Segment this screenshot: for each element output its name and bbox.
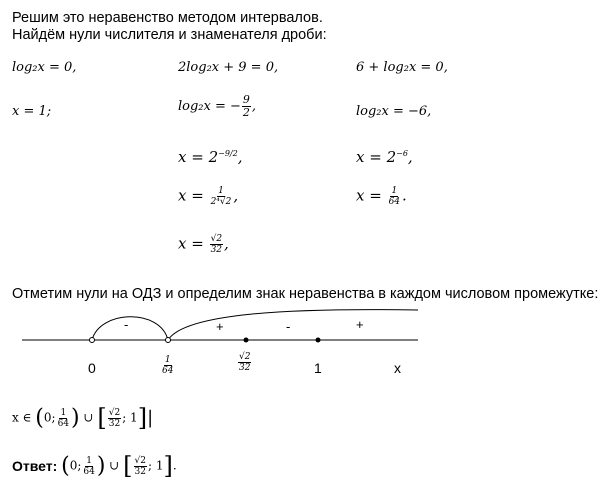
paren-close: ) — [71, 405, 80, 431]
fraction-1-over-2pow4sqrt2 — [210, 186, 233, 207]
x-equals-sqrt2-over-32 — [178, 234, 229, 255]
x-equals-2-pow-minus-9-2 — [178, 148, 242, 166]
equation-denominator-factor-2: 6 + log₂x = 0, — [356, 60, 448, 75]
fraction-9-over-2 — [242, 94, 251, 119]
intro-line-2: Найдём нули числителя и знаменателя дроби: — [12, 27, 327, 43]
fraction-denominator: 2⁴√2 — [210, 197, 232, 207]
fraction-numerator: 9 — [242, 93, 250, 106]
x-equals-2-text: x = 2 — [356, 148, 397, 166]
point-1-64-open — [166, 338, 171, 343]
paren-open: ( — [61, 453, 70, 479]
point-sqrt2-32-filled — [244, 338, 249, 343]
fraction-denominator: 64 — [57, 418, 70, 429]
label-1-over-64 — [160, 355, 175, 376]
solution-zero: 0; — [43, 410, 56, 425]
equation-log-numerator: log₂x = 0, — [12, 60, 77, 75]
fraction-sqrt2-over-32 — [108, 408, 121, 429]
point-zero-open — [90, 338, 95, 343]
bracket-open: [ — [97, 404, 107, 432]
fraction-denominator: 32 — [134, 466, 146, 477]
solution-x-equals-1: x = 1; — [12, 104, 52, 119]
label-x: x — [394, 360, 401, 376]
solution-log-minus-6: log₂x = −6, — [356, 104, 432, 119]
fraction-sqrt2-over-32 — [210, 234, 223, 255]
fraction-denominator: 32 — [210, 245, 223, 255]
exponent-minus-6: −6 — [396, 149, 408, 158]
comma: , — [224, 234, 229, 253]
fraction-1-over-64 — [161, 355, 174, 376]
fraction-numerator: √2 — [210, 234, 223, 244]
comma: , — [237, 148, 243, 166]
bracket-close: ] — [163, 452, 173, 480]
comma: , — [233, 186, 239, 205]
point-one-filled — [316, 338, 321, 343]
union-sign: ∪ — [109, 458, 120, 473]
sign-interval-4: + — [356, 317, 364, 332]
answer-label: Ответ: — [12, 458, 58, 474]
intro-line-1: Решим это неравенство методом интервалов. — [12, 10, 323, 26]
bracket-open: [ — [123, 452, 133, 480]
answer-zero: 0; — [69, 458, 82, 473]
odz-text: Отметим нули на ОДЗ и определим знак неравенства в каждом числовом промежутке: — [12, 286, 599, 302]
fraction-sqrt2-over-32 — [134, 456, 147, 477]
fraction-1-over-64 — [82, 456, 95, 477]
bracket-close: ] — [137, 404, 148, 432]
label-one: 1 — [314, 360, 322, 376]
sign-interval-1: - — [124, 317, 129, 332]
text-cursor: | — [147, 407, 154, 429]
fraction-denominator: 2 — [242, 106, 250, 119]
x-equals-text: x = — [356, 186, 382, 205]
x-equals-text: x = — [178, 234, 204, 253]
exponent-minus-9-2: −9/2 — [218, 149, 238, 158]
sign-interval-2: + — [216, 319, 224, 334]
log-minus-text: log₂x = − — [178, 99, 241, 114]
fraction-denominator: 64 — [162, 366, 174, 376]
fraction-numerator: 1 — [164, 355, 171, 365]
fraction-numerator: √2 — [108, 407, 121, 418]
answer-line — [12, 452, 177, 480]
fraction-numerator: √2 — [134, 455, 147, 466]
solution-prefix: x ∈ — [12, 410, 32, 425]
answer-tail: ; 1 — [148, 458, 164, 473]
x-equals-1-over-2pow4-sqrt2 — [178, 186, 238, 207]
paren-close: ) — [96, 453, 106, 479]
fraction-denominator: 32 — [108, 418, 121, 429]
fraction-denominator: 64 — [388, 197, 401, 207]
fraction-numerator: 1 — [60, 407, 67, 418]
sign-interval-3: - — [286, 319, 291, 334]
x-equals-2-text: x = 2 — [178, 148, 219, 166]
paren-open: ( — [35, 405, 44, 431]
arc-interval-1 — [92, 317, 168, 340]
solution-log-minus-9-2: log₂x = − $\frac{9}{2}$ , — [178, 93, 257, 119]
union-sign: ∪ — [83, 410, 94, 425]
fraction-sqrt2-over-32 — [238, 352, 251, 373]
x-equals-1-over-64 — [356, 186, 407, 207]
number-line-diagram — [0, 298, 600, 390]
comma: , — [407, 148, 413, 166]
x-equals-text: x = — [178, 186, 204, 205]
solution-set — [12, 404, 153, 432]
fraction-numerator: 1 — [218, 186, 224, 196]
equation-denominator-factor-1: 2log₂x + 9 = 0, — [178, 60, 279, 75]
arc-interval-2 — [168, 310, 418, 340]
fraction-numerator: 1 — [391, 186, 398, 196]
answer-period: . — [172, 458, 177, 473]
fraction-1-over-64 — [57, 408, 70, 429]
x-equals-2-pow-minus-6 — [356, 148, 413, 166]
fraction-denominator: 32 — [239, 363, 251, 373]
fraction-numerator: √2 — [239, 352, 251, 362]
fraction-numerator: 1 — [86, 455, 92, 466]
label-zero: 0 — [88, 360, 96, 376]
fraction-1-over-64 — [388, 186, 401, 207]
fraction-denominator: 64 — [83, 466, 95, 477]
period: . — [402, 186, 407, 205]
label-sqrt2-over-32 — [237, 352, 252, 373]
solution-tail: ; 1 — [122, 410, 138, 425]
